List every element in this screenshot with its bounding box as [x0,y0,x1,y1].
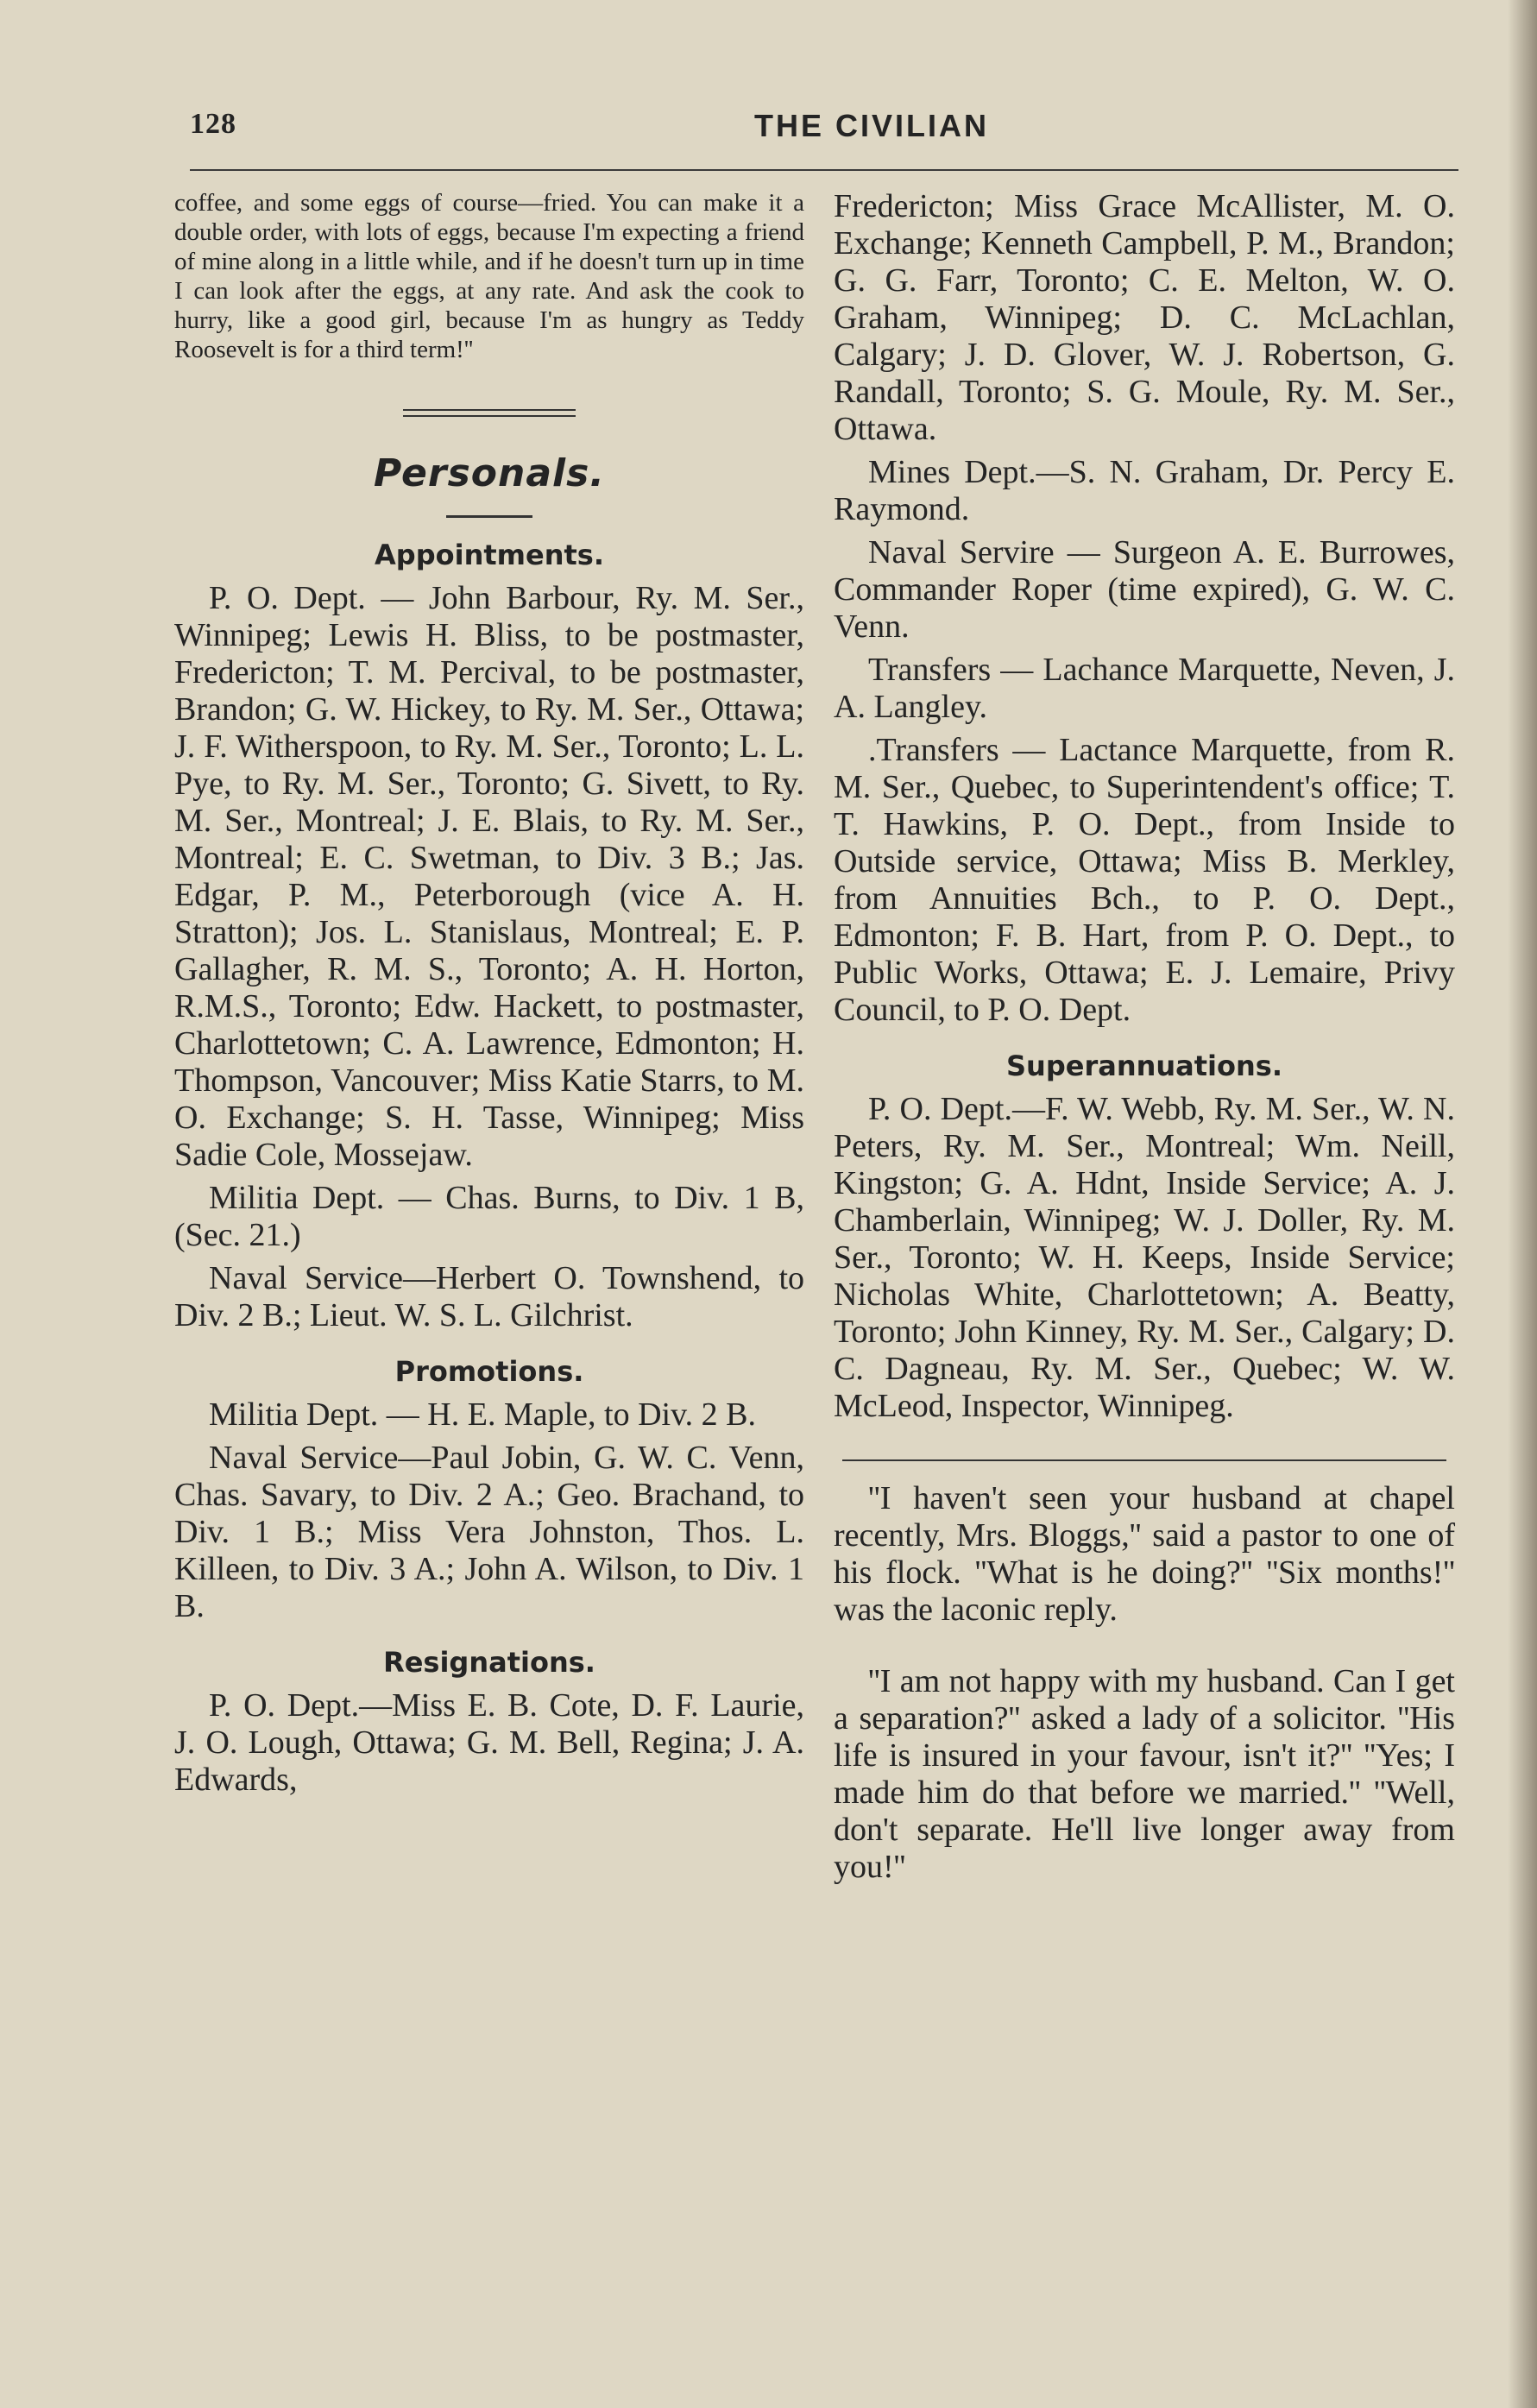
section-divider [403,409,576,417]
resignations-po-dept: P. O. Dept.—Miss E. B. Cote, D. F. Laurie, J. O. Lough, Ottawa; G. M. Bell, Regina; J. A. Edwards, [174,1687,804,1798]
right-column [834,188,1455,1886]
appointments-heading: Appointments. [375,539,604,571]
personals-heading: Personals. [373,451,606,495]
transfers-short: Transfers — Lachance Marquette, Neven, J. A. Langley. [834,652,1455,725]
appointments-naval-service: Naval Service—Herbert O. Townshend, to Div. 2 B.; Lieut. W. S. L. Gilchrist. [174,1260,804,1333]
promotions-militia-dept: Militia Dept. — H. E. Maple, to Div. 2 B. [209,1396,756,1433]
resignations-naval-service: Naval Servire — Surgeon A. E. Burrowes, Commander Roper (time expired), G. W. C. Venn. [834,534,1455,645]
transfers-long: .Transfers — Lactance Marquette, from R. M. Ser., Quebec, to Superintendent's office; T. T. Hawkins, P. O. Dept., from Inside to Outside service, Ottawa; Miss B. Merkley, from Annuities Bch., to P. O. Dept., Edmonton; F. B. Hart, from P. O. Dept., to Public Works, Ottawa; E. J. Lemaire, Privy Council, to P. O. Dept. [834,732,1455,1028]
appointments-po-dept: P. O. Dept. — John Barbour, Ry. M. Ser., Winnipeg; Lewis H. Bliss, to be postmaster, Fredericton; T. M. Percival, to be postmaster, Brandon; G. W. Hickey, to Ry. M. Ser., Ottawa; J. F. Witherspoon, to Ry. M. Ser., Toronto; L. L. Pye, to Ry. M. Ser., Toronto; G. Sivett, to Ry. M. Ser., Montreal; J. E. Blais, to Ry. M. Ser., Montreal; E. C. Swetman, to Div. 3 B.; Jas. Edgar, P. M., Peterborough (vice A. H. Stratton); Jos. L. Stanislaus, Montreal; E. P. Gallagher, R. M. S., Toronto; A. H. Horton, R.M.S., Toronto; Edw. Hackett, to postmaster, Charlottetown; C. A. Lawrence, Edmonton; H. Thompson, Vancouver; Miss Katie Starrs, to M. O. Exchange; S. H. Tasse, Winnipeg; Miss Sadie Cole, Mossejaw. [174,580,804,1173]
superannuations-po-dept: P. O. Dept.—F. W. Webb, Ry. M. Ser., W. N. Peters, Ry. M. Ser., Montreal; Wm. Neill, Kingston; G. A. Hdnt, Inside Service; A. J. Chamberlain, Winnipeg; W. J. Doller, Ry. M. Ser., Toronto; W. H. Keeps, Inside Service; Nicholas White, Charlottetown; A. Beatty, Toronto; John Kinney, Ry. M. Ser., Calgary; D. C. Dagneau, Ry. M. Ser., Quebec; W. W. McLeod, Inspector, Winnipeg. [834,1091,1455,1424]
joke-chapel: ''I haven't seen your husband at chapel recently, Mrs. Bloggs,'' said a pastor to one of his flock. ''What is he doing?'' ''Six months!'' was the laconic reply. [834,1480,1455,1628]
promotions-naval-service: Naval Service—Paul Jobin, G. W. C. Venn, Chas. Savary, to Div. 2 A.; Geo. Brachand, to Div. 1 B.; Miss Vera Johnston, Thos. L. Killeen, to Div. 3 A.; John A. Wilson, to Div. 1 B. [174,1440,804,1624]
joke-separation: ''I am not happy with my husband. Can I get a separation?'' asked a lady of a solicitor. ''His life is insured in your favour, isn't it?'' ''Yes; I made him do that before we married.'' ''Well, don't separate. He'll live longer away from you!'' [834,1663,1455,1885]
page-number: 128 [190,108,236,140]
superannuations-heading: Superannuations. [1006,1050,1282,1082]
page-edge-shadow [1508,0,1537,2408]
page-header [190,108,1458,151]
running-title: THE CIVILIAN [753,108,989,143]
resignations-continued: Fredericton; Miss Grace McAllister, M. O. Exchange; Kenneth Campbell, P. M., Brandon; G. G. Farr, Toronto; C. E. Melton, W. O. Graham, Winnipeg; D. C. McLachlan, Calgary; J. D. Glover, W. J. Robertson, G. Randall, Toronto; S. G. Moule, Ry. M. Ser., Ottawa. [834,188,1455,447]
header-rule [190,169,1458,171]
resignations-mines-dept: Mines Dept.—S. N. Graham, Dr. Percy E. Raymond. [834,454,1455,527]
appointments-militia-dept: Militia Dept. — Chas. Burns, to Div. 1 B, (Sec. 21.) [174,1180,804,1253]
intro-paragraph: coffee, and some eggs of course—fried. You can make it a double order, with lots of eggs, because I'm expecting a friend of mine along in a little while, and if he doesn't turn up in time I can look after the eggs, at any rate. And ask the cook to hurry, like a good girl, because I'm as hungry as Teddy Roosevelt is for a third term!'' [174,189,804,363]
resignations-heading: Resignations. [383,1646,595,1679]
left-column [174,188,804,1799]
promotions-heading: Promotions. [394,1355,584,1388]
